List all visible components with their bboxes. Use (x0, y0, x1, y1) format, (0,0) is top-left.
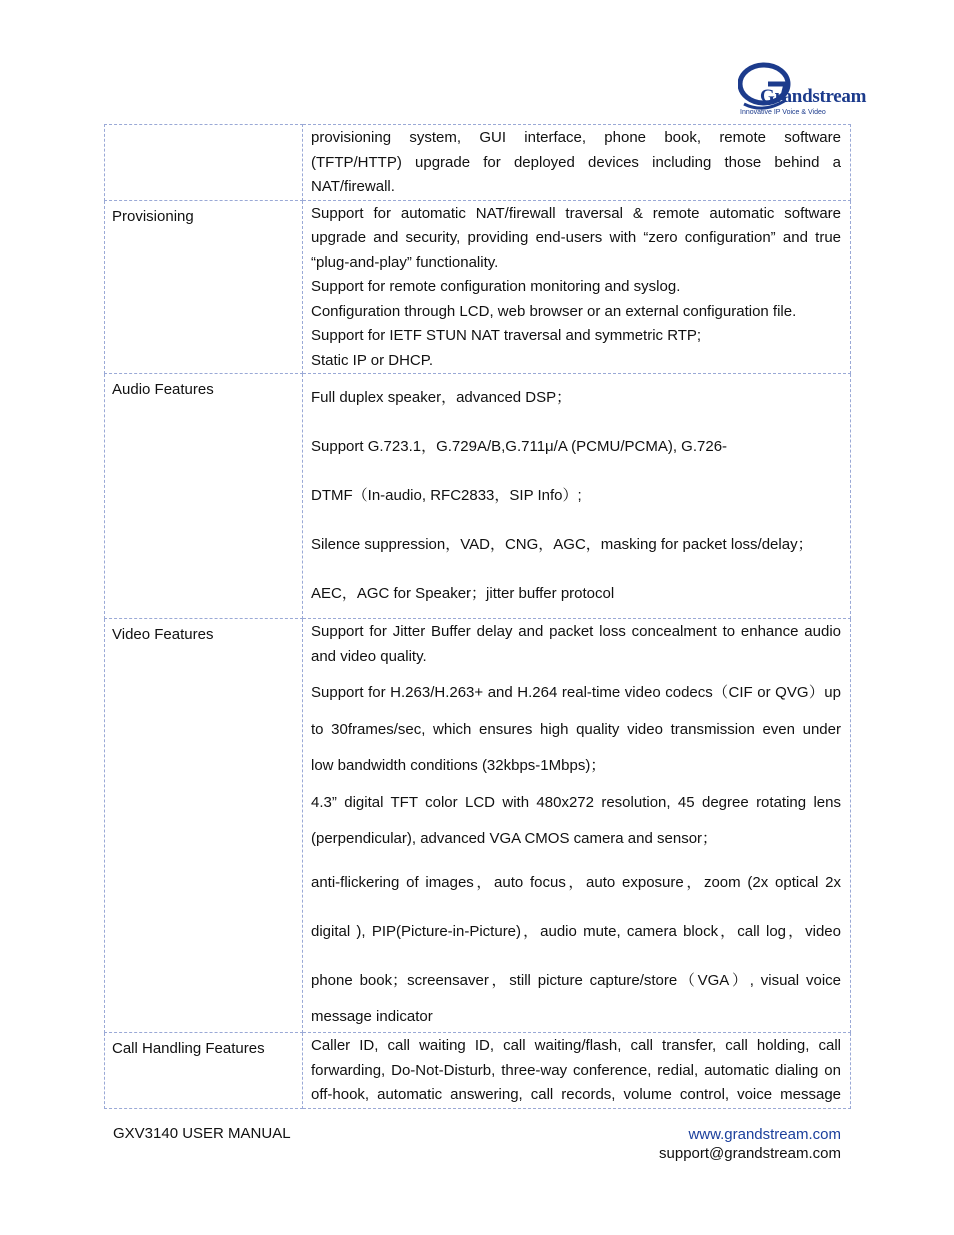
desc-line: Silence suppression，VAD，CNG，AGC，masking for packet loss/delay； (311, 536, 813, 553)
desc-line: provisioning system, GUI interface, phone book, remote software (311, 129, 841, 146)
table-row-continuation (105, 125, 851, 201)
logo-brand-text: Grandstream (760, 86, 867, 107)
support-email[interactable]: support@grandstream.com (659, 1145, 841, 1162)
table-row-video (105, 619, 851, 1033)
desc-line: Support for Jitter Buffer delay and packet loss concealment to enhance audio (311, 623, 841, 640)
feature-spec-table (104, 124, 851, 1109)
desc-line: 4.3” digital TFT color LCD with 480x272 resolution, 45 degree rotating lens (311, 793, 841, 811)
desc-line: to 30frames/sec, which ensures high quality video transmission even under (311, 720, 841, 738)
grandstream-logo (738, 60, 867, 122)
table-row-provisioning (105, 200, 851, 374)
desc-line: Support for automatic NAT/firewall traversal & remote automatic software (311, 204, 841, 222)
desc-line: Support for H.263/H.263+ and H.264 real-time video codecs（CIF or QVG）up (311, 684, 841, 701)
row-description (303, 1033, 851, 1109)
desc-line: Caller ID, call waiting ID, call waiting/flash, call transfer, call holding, call (311, 1037, 841, 1054)
row-label: Video Features (105, 619, 303, 1033)
row-description (303, 374, 851, 619)
desc-line: “plug-and-play” functionality. (311, 253, 499, 271)
desc-line: Full duplex speaker，advanced DSP； (311, 389, 572, 406)
row-description (303, 200, 851, 374)
desc-line: low bandwidth conditions (32kbps-1Mbps)； (311, 757, 606, 774)
desc-line: Support for remote configuration monitoring and syslog. (311, 278, 681, 295)
desc-line: off-hook, automatic answering, call records, volume control, voice message (311, 1086, 841, 1103)
row-description (303, 125, 851, 201)
desc-line: DTMF（In-audio, RFC2833，SIP Info）; (311, 487, 582, 504)
website-link[interactable]: www.grandstream.com (688, 1126, 841, 1143)
desc-line: upgrade and security, providing end-users with “zero configuration” and true (311, 229, 841, 246)
desc-line: forwarding, Do-Not-Disturb, three-way conference, redial, automatic dialing on (311, 1061, 841, 1079)
footer-contact (659, 1125, 841, 1163)
logo-tagline: Innovative IP Voice & Video (740, 109, 826, 116)
table-row-audio (105, 374, 851, 619)
desc-line: (perpendicular), advanced VGA CMOS camera and sensor； (311, 830, 718, 847)
desc-line: Static IP or DHCP. (311, 351, 433, 369)
desc-line: and video quality. (311, 647, 427, 665)
desc-line: Configuration through LCD, web browser or an external configuration file. (311, 302, 797, 320)
desc-line: Support G.723.1，G.729A/B,G.711μ/A (PCMU/PCMA), G.726- (311, 438, 728, 455)
desc-line: (TFTP/HTTP) upgrade for deployed devices including those behind a (311, 153, 841, 171)
table-row-call-handling (105, 1033, 851, 1109)
manual-title: GXV3140 USER MANUAL (113, 1125, 291, 1142)
row-label (105, 125, 303, 201)
row-description (303, 619, 851, 1033)
row-label: Call Handling Features (105, 1033, 303, 1109)
desc-line: NAT/firewall. (311, 178, 395, 195)
desc-line: message indicator (311, 1007, 433, 1025)
desc-line: anti-flickering of images，auto focus，auto exposure，zoom (2x optical 2x (311, 873, 841, 891)
desc-line: AEC，AGC for Speaker；jitter buffer protocol (311, 585, 615, 602)
desc-line: Support for IETF STUN NAT traversal and symmetric RTP; (311, 327, 702, 344)
row-label: Audio Features (105, 374, 303, 619)
desc-line: phone book；screensaver，still picture capture/store（VGA）, visual voice (311, 971, 841, 989)
row-label: Provisioning (105, 200, 303, 374)
desc-line: digital ), PIP(Picture-in-Picture)，audio mute, camera block，call log，video (311, 922, 841, 940)
